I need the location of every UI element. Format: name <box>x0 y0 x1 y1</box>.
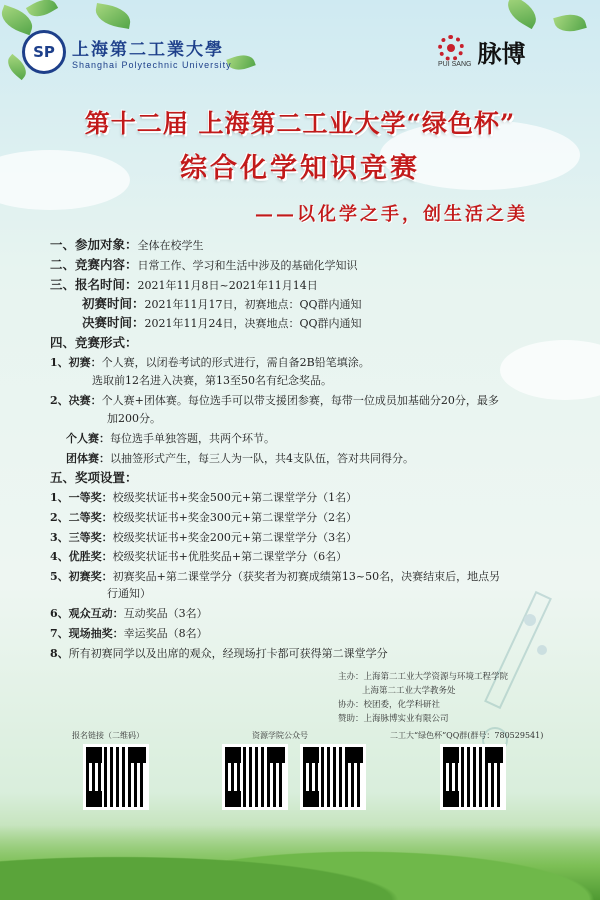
school-emblem-icon: SP <box>22 30 66 74</box>
format-preliminary: 1、初赛：个人赛，以闭卷考试的形式进行，需自备2B铅笔填涂。 <box>50 356 370 369</box>
award-third: 3、三等奖：校级奖状证书+奖金200元+第二课堂学分（3名） <box>50 531 358 544</box>
sponsor-logo <box>438 34 525 69</box>
award-preliminary: 5、初赛奖：初赛奖品+第二课堂学分（获奖者为初赛成绩第13~50名，决赛结束后，地点另 <box>50 570 501 583</box>
qr-caption-registration: 报名链接（二维码） <box>72 731 144 740</box>
award-merit: 4、优胜奖：校级奖状证书+优胜奖品+第二课堂学分（6名） <box>50 550 348 563</box>
qr-code-extra[interactable] <box>300 744 366 810</box>
school-name-cn: 上海第二工業大學 <box>72 39 224 60</box>
gear-icon <box>438 35 464 61</box>
organizer-host: 主办：上海第二工业大学资源与环境工程学院 <box>338 672 509 682</box>
qr-caption-wechat: 资源学院公众号 <box>252 731 308 740</box>
organizer-co: 协办：校团委，化学科研社 <box>338 700 441 710</box>
title-line-2: 综合化学知识竞赛 <box>180 153 420 184</box>
format-team: 团体赛：以抽签形式产生，每三人为一队，共4支队伍，答对共同得分。 <box>66 452 414 465</box>
final-time: 决赛时间：2021年11月24日，决赛地点：QQ群内通知 <box>82 315 362 330</box>
leaf-icon <box>26 0 58 22</box>
section-participants: 一、参加对象：全体在校学生 <box>50 237 204 252</box>
slogan: ——以化学之手，创生活之美 <box>255 204 528 225</box>
qr-code-registration[interactable] <box>83 744 149 810</box>
format-individual: 个人赛：每位选手单独答题，共两个环节。 <box>66 432 275 445</box>
award-lottery: 7、现场抽奖：幸运奖品（8名） <box>50 627 208 640</box>
qr-code-qq-group[interactable] <box>440 744 506 810</box>
leaf-icon <box>553 10 587 35</box>
section-format: 四、竞赛形式： <box>50 335 138 350</box>
award-first: 1、一等奖：校级奖状证书+奖金500元+第二课堂学分（1名） <box>50 491 358 504</box>
cloud-decoration <box>500 340 600 400</box>
award-credit: 8、所有初赛同学以及出席的观众，经现场打卡都可获得第二课堂学分 <box>50 647 388 660</box>
section-content: 二、竞赛内容：日常工作、学习和生活中涉及的基础化学知识 <box>50 257 358 272</box>
format-preliminary-cont: 选取前12名进入决赛，第13至50名有纪念奖品。 <box>92 374 332 387</box>
title-line-1: 第十二届 上海第二工业大学“绿色杯” <box>84 109 516 138</box>
school-name-en: Shanghai Polytechnic University <box>72 59 232 70</box>
grass-decoration <box>0 825 600 900</box>
qr-code-wechat[interactable] <box>222 744 288 810</box>
school-logo <box>22 30 232 74</box>
format-final-cont: 加200分。 <box>107 412 161 425</box>
award-second: 2、二等奖：校级奖状证书+奖金300元+第二课堂学分（2名） <box>50 511 358 524</box>
format-final: 2、决赛：个人赛+团体赛。每位选手可以带支援团参赛，每带一位成员加基础分20分，最多 <box>50 394 499 407</box>
section-registration: 三、报名时间：2021年11月8日~2021年11月14日 <box>50 277 318 292</box>
section-awards: 五、奖项设置： <box>50 470 138 485</box>
organizer-sponsor: 赞助：上海脉博实业有限公司 <box>338 714 449 724</box>
leaf-icon <box>94 3 133 29</box>
leaf-icon <box>502 0 541 29</box>
preliminary-time: 初赛时间：2021年11月17日，初赛地点：QQ群内通知 <box>82 296 362 311</box>
award-audience: 6、观众互动：互动奖品（3名） <box>50 607 208 620</box>
organizer-host-2: 上海第二工业大学教务处 <box>362 686 456 696</box>
sponsor-mark-caption: PUI SANG <box>438 61 472 68</box>
qr-caption-qq-group: 二工大“绿色杯”QQ群(群号：780529541) <box>390 731 544 740</box>
award-preliminary-cont: 行通知） <box>107 587 151 600</box>
sponsor-name: 脉博 <box>477 40 526 68</box>
